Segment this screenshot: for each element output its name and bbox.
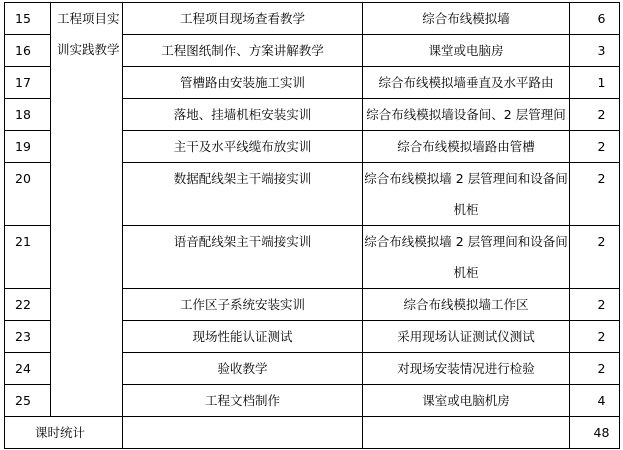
hours-cell: 2 [570, 163, 620, 226]
content-cell: 工程项目现场查看教学 [123, 3, 363, 35]
hours-cell: 3 [570, 35, 620, 67]
content-cell: 数据配线架主干端接实训 [123, 163, 363, 226]
hours-cell: 2 [570, 226, 620, 289]
row-number: 21 [5, 226, 51, 289]
row-number: 22 [5, 289, 51, 321]
place-cell: 课堂或电脑房 [363, 35, 570, 67]
place-cell [363, 226, 570, 289]
content-cell: 工程文档制作 [123, 385, 363, 417]
row-number: 23 [5, 321, 51, 353]
total-hours: 48 [570, 417, 620, 449]
row-number: 15 [5, 3, 51, 35]
row-number: 20 [5, 163, 51, 226]
place-cell [363, 163, 570, 226]
place-line-1: 综合布线模拟墙 2 层管理间和设备间 [364, 171, 568, 186]
category-line-2: 训实践教学 [57, 42, 120, 57]
content-cell: 管槽路由安装施工实训 [123, 67, 363, 99]
content-cell: 落地、挂墙机柜安装实训 [123, 99, 363, 131]
content-cell: 工作区子系统安装实训 [123, 289, 363, 321]
place-line-1: 综合布线模拟墙 2 层管理间和设备间 [364, 234, 568, 249]
content-cell: 工程图纸制作、方案讲解教学 [123, 35, 363, 67]
place-cell: 综合布线模拟墙路由管槽 [363, 131, 570, 163]
place-cell: 综合布线模拟墙工作区 [363, 289, 570, 321]
hours-cell: 1 [570, 67, 620, 99]
row-number: 18 [5, 99, 51, 131]
total-place-empty [363, 417, 570, 449]
total-content-empty [123, 417, 363, 449]
category-line-1: 工程项目实 [57, 11, 120, 26]
course-hours-table [4, 2, 620, 449]
row-number: 17 [5, 67, 51, 99]
row-number: 24 [5, 353, 51, 385]
category-cell [51, 3, 123, 417]
place-cell: 综合布线模拟墙 [363, 3, 570, 35]
hours-cell: 6 [570, 3, 620, 35]
place-cell: 课室或电脑机房 [363, 385, 570, 417]
hours-cell: 2 [570, 353, 620, 385]
content-cell: 语音配线架主干端接实训 [123, 226, 363, 289]
place-cell: 综合布线模拟墙设备间、2 层管理间 [363, 99, 570, 131]
hours-cell: 2 [570, 131, 620, 163]
place-line-2: 机柜 [453, 202, 479, 217]
hours-cell: 4 [570, 385, 620, 417]
place-cell: 综合布线模拟墙垂直及水平路由 [363, 67, 570, 99]
content-cell: 主干及水平线缆布放实训 [123, 131, 363, 163]
content-cell: 验收教学 [123, 353, 363, 385]
place-cell: 采用现场认证测试仪测试 [363, 321, 570, 353]
content-cell: 现场性能认证测试 [123, 321, 363, 353]
table-row [5, 3, 620, 35]
total-label: 课时统计 [5, 417, 123, 449]
hours-cell: 2 [570, 99, 620, 131]
total-row [5, 417, 620, 449]
row-number: 19 [5, 131, 51, 163]
row-number: 16 [5, 35, 51, 67]
hours-cell: 2 [570, 321, 620, 353]
hours-cell: 2 [570, 289, 620, 321]
place-line-2: 机柜 [453, 265, 479, 280]
row-number: 25 [5, 385, 51, 417]
place-cell: 对现场安装情况进行检验 [363, 353, 570, 385]
